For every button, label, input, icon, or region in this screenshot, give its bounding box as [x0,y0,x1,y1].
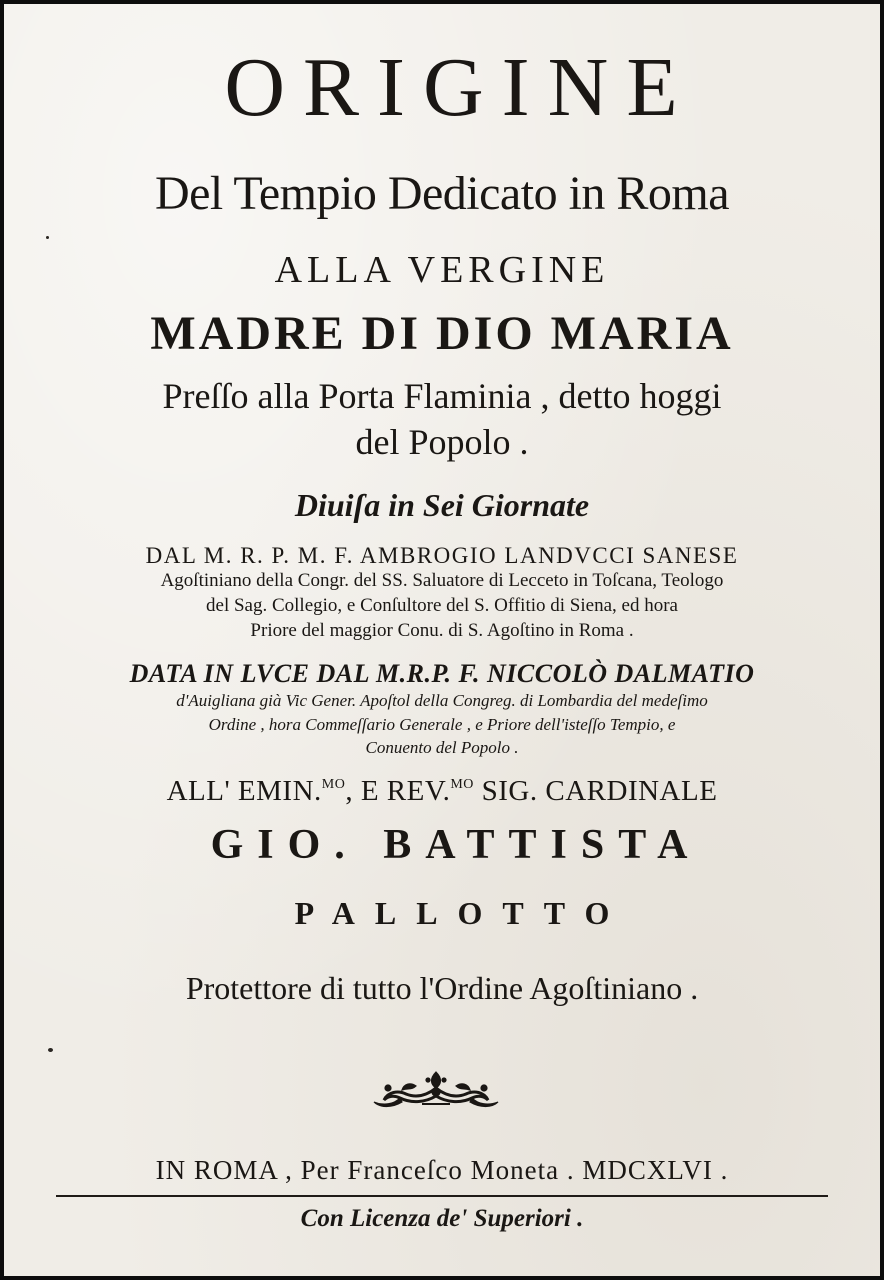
book-subtitle: Del Tempio Dedicato in Roma [154,167,730,220]
editor-line-2: d'Auigliana già Vic Gener. Apoſtol della Congreg. di Lombardia del medeſimo [176,691,708,710]
patron-sup-1: MO [321,777,346,792]
author-line-3: del Sag. Collegio, e Conſultore del S. Offitio di Siena, ed hora [206,595,678,616]
patron-heading [4,777,880,806]
book-title: ORIGINE [224,41,696,134]
patron-name-2: PALLOTTO [294,895,630,931]
ink-speck [46,236,49,239]
patron-name-1: GIO. BATTISTA [210,822,702,868]
editor-line-1: DATA IN LVCE DAL M.R.P. F. NICCOLÒ DALMATIO [129,659,755,688]
floral-ornament-icon [366,1066,506,1110]
dedication-line-1: ALLA VERGINE [274,249,610,291]
editor-line-3: Ordine , hora Commeſſario Generale , e Priore dell'isteſſo Tempio, e [208,715,676,734]
author-line-2: Agoſtiniano della Congr. del SS. Saluatore di Lecceto in Toſcana, Teologo [160,570,724,591]
patron-role: Protettore di tutto l'Ordine Agoſtiniano . [185,970,699,1006]
imprint-line: IN ROMA , Per Franceſco Moneta . MDCXLVI . [155,1155,729,1185]
patron-heading-part-3: SIG. CARDINALE [473,775,718,807]
patron-heading-part-1: ALL' EMIN. [166,775,322,807]
imprint-rule [56,1195,828,1197]
author-line-1: DAL M. R. P. M. F. AMBROGIO LANDVCCI SANESE [145,543,739,568]
patron-heading-part-2: , E REV. [345,775,451,807]
location-line-2: del Popolo . [355,422,529,462]
license-line: Con Licenza de' Superiori . [300,1205,584,1232]
patron-sup-2: MO [450,777,474,792]
editor-line-4: Conuento del Popolo . [365,738,519,757]
ink-speck [48,1048,53,1052]
division-line: Diuiſa in Sei Giornate [294,487,590,523]
location-line-1: Preſſo alla Porta Flaminia , detto hoggi [162,376,722,416]
dedication-line-2: MADRE DI DIO MARIA [150,307,734,360]
author-line-4: Priore del maggior Conu. di S. Agoſtino in Roma . [250,620,634,641]
